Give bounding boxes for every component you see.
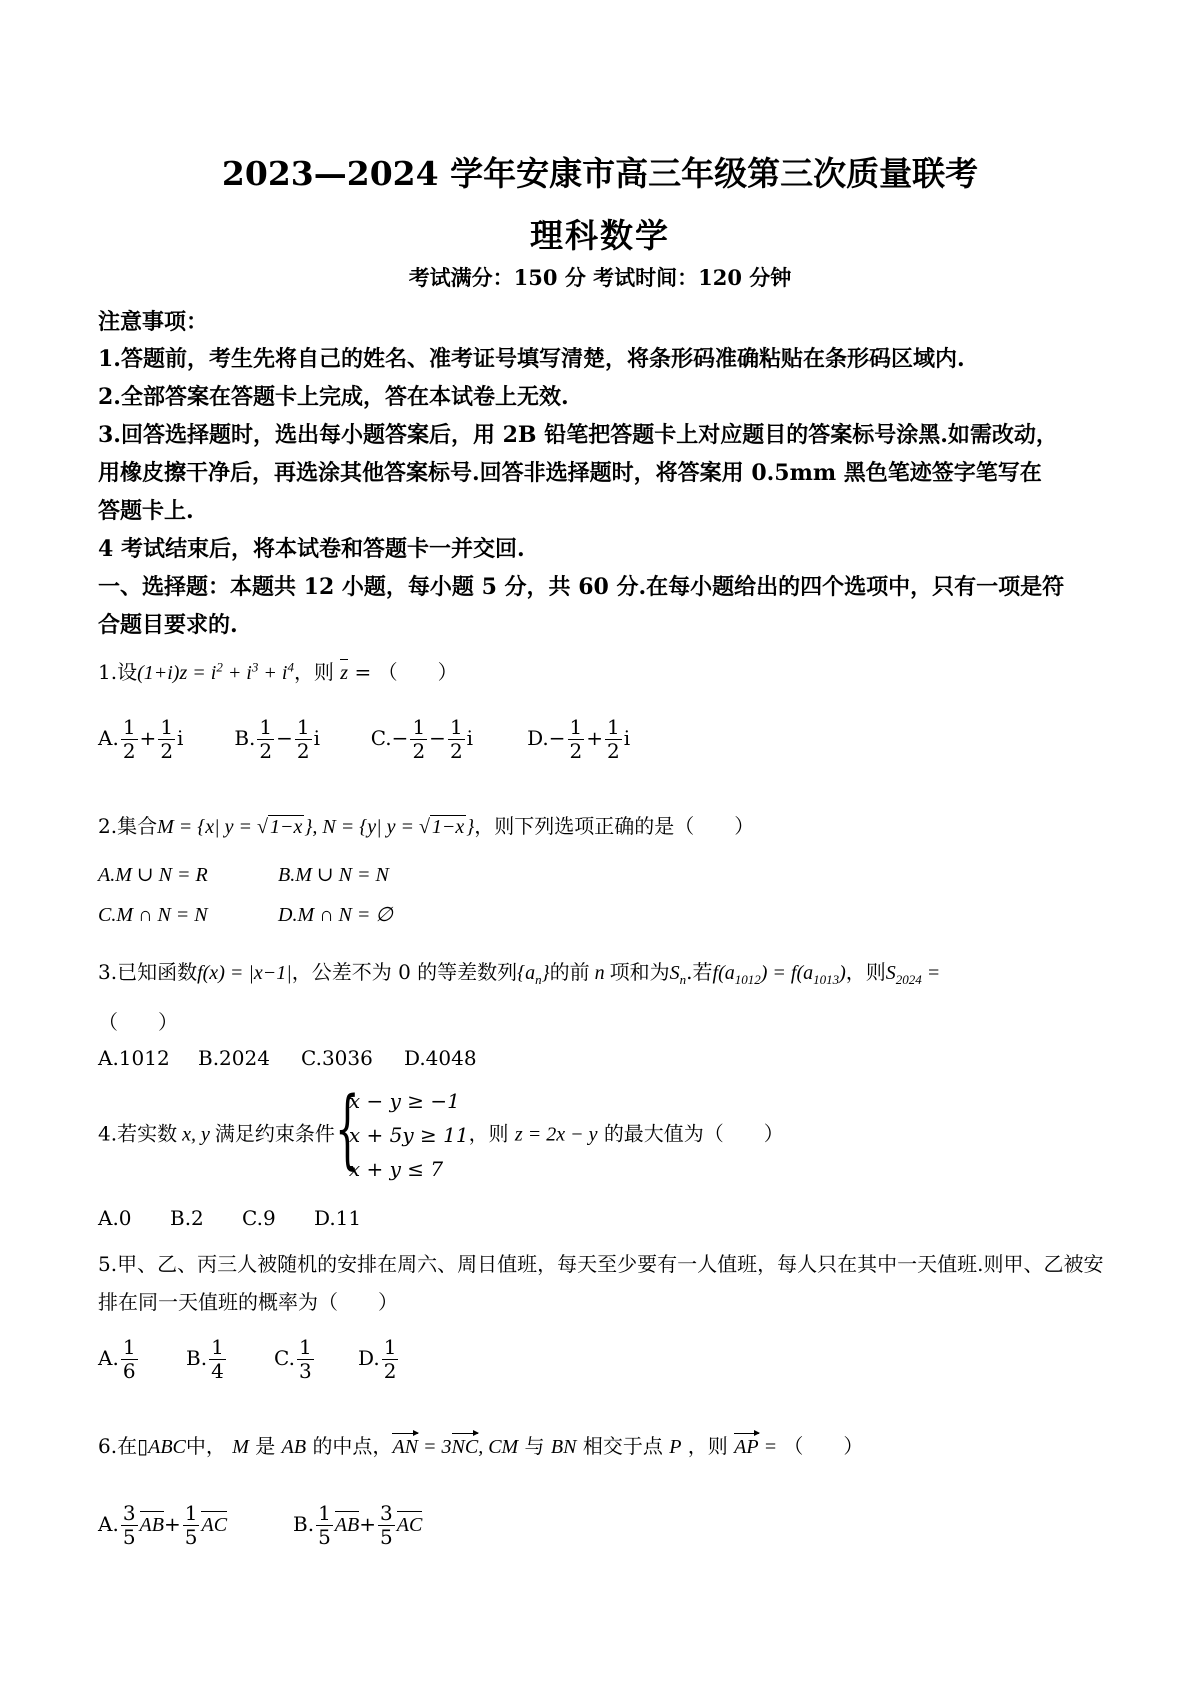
question-text: ，则下列选项正确的是（ ） xyxy=(474,814,755,838)
option-d: D. $\frac{1}{2}$ xyxy=(358,1335,397,1383)
question-text: ，则 xyxy=(845,960,886,984)
question-5: 5.甲、乙、丙三人被随机的安排在周六、周日值班，每天至少要有一人值班，每人只在其中一天值班.则甲、乙被安 xyxy=(98,1252,1104,1276)
question-5: 排在同一天值班的概率为（ ） xyxy=(98,1290,398,1314)
formula: x, y xyxy=(177,1123,215,1146)
question-1: 1.设$(1+i)z = i^2 + i^3 + i^4$，则 z = （ ） xyxy=(98,659,458,684)
section-heading: 合题目要求的. xyxy=(98,612,238,638)
question-text: 的中点， xyxy=(312,1434,393,1458)
notice-item: 答题卡上. xyxy=(98,498,194,524)
option-a: A. $\frac{3}{5}$ AB+ $\frac{1}{5}$ AC xyxy=(98,1501,228,1549)
question-2-options xyxy=(98,862,389,887)
question-4: 4.若实数 x, y 满足约束条件 { x − y ≥ −1 x + 5y ≥ 11 x + y ≤ 7 ，则 z = 2x − y 的最大值为（ ） xyxy=(98,1084,784,1186)
answer-blank: （ ） xyxy=(98,1010,178,1034)
option-b: B.M ∪ N = N xyxy=(278,864,389,886)
option-d: D.11 xyxy=(314,1206,362,1230)
answer-blank: （ ） xyxy=(783,1434,864,1458)
notice-heading: 注意事项： xyxy=(98,309,209,335)
option-a: A.0 xyxy=(98,1206,132,1230)
answer-blank: （ ） xyxy=(377,660,458,684)
formula: P xyxy=(669,1436,682,1458)
formula: AP = xyxy=(734,1436,778,1458)
section-heading: 一、选择题：本题共 12 小题，每小题 5 分，共 60 分.在每小题给出的四个选项中，只有一项是符 xyxy=(98,574,1065,600)
option-d: D.M ∩ N = ∅ xyxy=(278,904,393,926)
notice-item: 2.全部答案在答题卡上完成，答在本试卷上无效. xyxy=(98,384,569,410)
formula: $(1+i)z = i^2 + i^3 + i^4$ xyxy=(137,659,294,684)
question-text: 的最大值为（ ） xyxy=(603,1121,784,1146)
question-text: 的前 xyxy=(549,960,590,984)
exam-title: 2023—2024 学年安康市高三年级第三次质量联考 xyxy=(221,154,979,193)
brace-icon: { xyxy=(334,1079,360,1179)
formula: M = {x| y = √ 1−x }, N = {y| y = √ 1−x } xyxy=(157,816,475,838)
option-b: B.2024 xyxy=(198,1046,270,1070)
question-text: 是 xyxy=(255,1434,276,1458)
exam-subject: 理科数学 xyxy=(530,216,670,255)
option-b: B. $\frac{1}{5}$ AB+ $\frac{3}{5}$ AC xyxy=(293,1501,423,1549)
option-c: C. $\frac{1}{3}$ xyxy=(274,1335,312,1383)
question-4-options xyxy=(98,1206,361,1230)
notice-item: 4 考试结束后，将本试卷和答题卡一并交回. xyxy=(98,536,525,562)
question-6-options xyxy=(98,1502,422,1549)
question-text: .若 xyxy=(686,960,713,984)
question-text: 与 xyxy=(524,1434,545,1458)
question-text: 中， xyxy=(185,1434,226,1458)
question-text: 4.若实数 xyxy=(98,1121,178,1146)
option-c: C.− $\frac{1}{2}$ − $\frac{1}{2}$ i xyxy=(370,715,474,763)
question-3-options xyxy=(98,1046,477,1070)
question-text: 相交于点 xyxy=(582,1434,663,1458)
constraint-system: { x − y ≥ −1 x + 5y ≥ 11 x + y ≤ 7 xyxy=(335,1084,469,1186)
option-a: A. $\frac{1}{2}$ + $\frac{1}{2}$ i xyxy=(98,715,184,763)
formula: BN xyxy=(550,1436,577,1458)
formula: $S_{2024}$ = xyxy=(885,962,941,987)
formula: M xyxy=(232,1436,249,1458)
formula: ABC xyxy=(148,1436,186,1458)
formula: $f(a_{1012}) = f(a_{1013})$ xyxy=(712,962,846,987)
option-a: A.1012 xyxy=(98,1046,170,1070)
option-a: A.M ∪ N = R xyxy=(98,864,208,886)
question-5-options xyxy=(98,1336,400,1383)
formula: n xyxy=(589,962,610,984)
option-c: C.3036 xyxy=(301,1046,373,1070)
option-b: B. $\frac{1}{4}$ xyxy=(186,1335,224,1383)
question-2-options xyxy=(98,902,393,927)
conjugate-z: z xyxy=(340,662,349,684)
formula: AB xyxy=(281,1436,307,1458)
notice-item: 1.答题前，考生先将自己的姓名、准考证号填写清楚，将条形码准确粘贴在条形码区域内. xyxy=(98,346,965,372)
question-text: 项和为 xyxy=(609,960,670,984)
question-text: 满足约束条件 xyxy=(214,1121,335,1146)
notice-item: 用橡皮擦干净后，再选涂其他答案标号.回答非选择题时，将答案用 0.5mm 黑色笔迹签字笔写在 xyxy=(98,460,1042,486)
formula: $\{a_n\}$ xyxy=(517,962,550,987)
question-1-options xyxy=(98,716,630,763)
question-text: 2.集合 xyxy=(98,814,158,838)
formula: $S_n$ xyxy=(669,962,687,987)
question-text: ，公差不为 0 的等差数列 xyxy=(291,960,518,984)
exam-meta: 考试满分：150 分 考试时间：120 分钟 xyxy=(408,265,792,290)
formula: AN = 3NC, CM xyxy=(392,1436,519,1458)
question-text: 3.已知函数 xyxy=(98,960,198,984)
notice-item: 3.回答选择题时，选出每小题答案后，用 2B 铅笔把答题卡上对应题目的答案标号涂黑.如需改动， xyxy=(98,422,1058,448)
question-3 xyxy=(98,956,940,988)
question-text: 6.在 xyxy=(98,1434,138,1458)
option-b: B.2 xyxy=(170,1206,204,1230)
option-c: C.9 xyxy=(242,1206,276,1230)
option-d: D.− $\frac{1}{2}$ + $\frac{1}{2}$ i xyxy=(527,715,631,763)
formula: f(x) = |x−1| xyxy=(197,962,292,984)
question-text: ，则 xyxy=(687,1434,728,1458)
question-2 xyxy=(98,810,754,839)
option-a: A. $\frac{1}{6}$ xyxy=(98,1335,136,1383)
question-6: 6.在▯ABC中， M 是 AB 的中点，AN = 3NC, CM 与 BN 相交于点 P ，则 AP = （ ） xyxy=(98,1434,864,1458)
option-d: D.4048 xyxy=(404,1046,477,1070)
option-c: C.M ∩ N = N xyxy=(98,904,208,926)
option-b: B. $\frac{1}{2}$ − $\frac{1}{2}$ i xyxy=(234,715,321,763)
question-text: 1.设 xyxy=(98,660,138,684)
question-text: ，则 xyxy=(293,660,334,684)
